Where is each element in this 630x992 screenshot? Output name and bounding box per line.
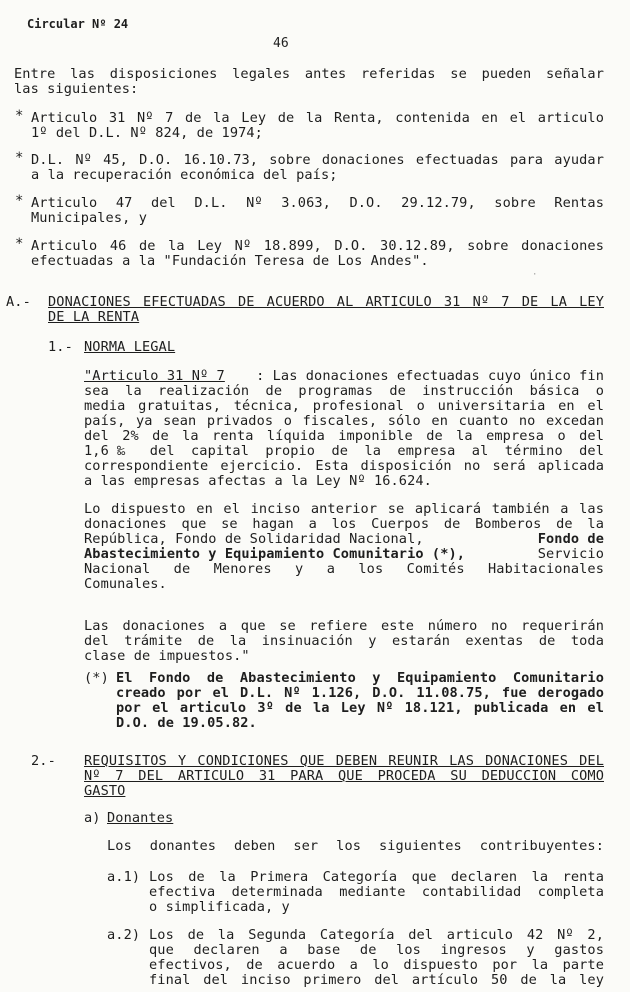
item-a1-line: Los de la Primera Categoría que declaren la renta xyxy=(149,869,604,885)
footnote-line: por el articulo 3º de la Ley Nº 18.121, publicada en el xyxy=(116,700,604,716)
quote-text: República, Fondo de Solidaridad Nacional, xyxy=(84,531,424,547)
quote-line: Lo dispuesto en el inciso anterior se aplicará también a las xyxy=(84,501,604,517)
section-1-label: 1.- xyxy=(48,339,73,355)
item-a1-label: a.1) xyxy=(107,869,141,885)
quote-line: país, ya sean privados o fiscales, sólo en cuanto no excedan xyxy=(84,413,604,429)
quote-line: media gratuitas, técnica, profesional o universitaria en el xyxy=(84,398,604,414)
subsection-a-label: a) xyxy=(84,810,101,826)
quote-line xyxy=(84,368,604,384)
quote-line: del 2% de la renta líquida imponible de la empresa o del xyxy=(84,428,604,444)
subsection-a-title: Donantes xyxy=(107,810,174,826)
quote-line: 1,6‰ del capital propio de la empresa al término del xyxy=(84,443,604,459)
item-a1-line: efectiva determinada mediante contabilidad completa xyxy=(149,884,604,900)
bullet-icon: * xyxy=(15,150,24,166)
footnote-line: El Fondo de Abastecimiento y Equipamiento Comunitario xyxy=(116,670,604,686)
item-a2-line: Los de la Segunda Categoría del articulo 42 Nº 2, xyxy=(149,927,604,943)
section-1-title: NORMA LEGAL xyxy=(84,339,176,355)
bullet-line: Articulo 47 del D.L. Nº 3.063, D.O. 29.12.79, sobre Rentas xyxy=(31,195,604,211)
bullet-line: Articulo 46 de la Ley Nº 18.899, D.O. 30.12.89, sobre donaciones xyxy=(31,238,604,254)
section-2-title: Nº 7 DEL ARTICULO 31 PARA QUE PROCEDA SU DEDUCCION COMO xyxy=(84,768,604,784)
quote-line: clase de impuestos." xyxy=(84,648,250,664)
item-a2-line: efectivos, de acuerdo a lo dispuesto por la parte xyxy=(149,957,604,973)
section-2-title: REQUISITOS Y CONDICIONES QUE DEBEN REUNIR LAS DONACIONES DEL xyxy=(84,753,604,769)
item-a1-line: o simplificada, y xyxy=(149,899,290,915)
quote-text: : Las donaciones efectuadas cuyo único fin xyxy=(256,368,604,384)
bullet-line: D.L. Nº 45, D.O. 16.10.73, sobre donaciones efectuadas para ayudar xyxy=(31,152,604,168)
bullet-icon: * xyxy=(15,193,24,209)
section-a-title: DE LA RENTA xyxy=(48,309,140,325)
item-a2-line: que declaren a base de los ingresos y gastos xyxy=(149,942,604,958)
article-reference: "Articulo 31 Nº 7 xyxy=(84,368,225,384)
bullet-line: Articulo 31 Nº 7 de la Ley de la Renta, contenida en el articulo xyxy=(31,110,604,126)
item-a2-label: a.2) xyxy=(107,927,141,943)
quote-line: correspondiente ejercicio. Esta disposición no será aplicada xyxy=(84,458,604,474)
page-number: 46 xyxy=(273,36,289,51)
quote-line: Nacional de Menores y a los Comités Habitacionales xyxy=(84,561,604,577)
section-2-label: 2.- xyxy=(31,753,56,769)
footnote-mark: (*) xyxy=(84,670,109,686)
quote-line: Comunales. xyxy=(84,576,167,592)
quote-bold-text: Fondo de xyxy=(537,531,604,547)
quote-line: a las empresas afectas a la Ley Nº 16.624. xyxy=(84,473,432,489)
bullet-line: 1º del D.L. Nº 824, de 1974; xyxy=(31,125,263,141)
quote-line: del trámite de la insinuación y estarán exentas de toda xyxy=(84,633,604,649)
scan-speck: · xyxy=(532,270,538,280)
intro-line: Entre las disposiciones legales antes referidas se pueden señalar xyxy=(14,66,604,82)
quote-line xyxy=(84,531,604,547)
section-a-title: DONACIONES EFECTUADAS DE ACUERDO AL ARTICULO 31 Nº 7 DE LA LEY xyxy=(48,294,604,310)
footnote-line: creado por el D.L. Nº 1.126, D.O. 11.08.75, fue derogado xyxy=(116,685,604,701)
circular-header: Circular Nº 24 xyxy=(27,17,129,31)
bullet-line: a la recuperación económica del país; xyxy=(31,167,338,183)
bullet-icon: * xyxy=(15,108,24,124)
bullet-line: efectuadas a la "Fundación Teresa de Los Andes". xyxy=(31,253,429,269)
body-line: Los donantes deben ser los siguientes contribuyentes: xyxy=(107,838,604,854)
quote-line xyxy=(84,546,604,562)
quote-bold-text: Abastecimiento y Equipamiento Comunitario (*), xyxy=(84,546,466,562)
quote-line: donaciones que se hagan a los Cuerpos de Bomberos de la xyxy=(84,516,604,532)
quote-line: sea la realización de programas de instrucción básica o xyxy=(84,383,604,399)
footnote-line: D.O. de 19.05.82. xyxy=(116,715,257,731)
section-a-label: A.- xyxy=(6,294,31,310)
bullet-icon: * xyxy=(15,236,24,252)
section-2-title: GASTO xyxy=(84,783,126,799)
quote-text: Servicio xyxy=(537,546,604,562)
quote-line: Las donaciones a que se refiere este número no requerirán xyxy=(84,618,604,634)
item-a2-line: final del inciso primero del artículo 50 de la ley xyxy=(149,972,604,988)
intro-line: las siguientes: xyxy=(14,81,139,97)
bullet-line: Municipales, y xyxy=(31,210,147,226)
